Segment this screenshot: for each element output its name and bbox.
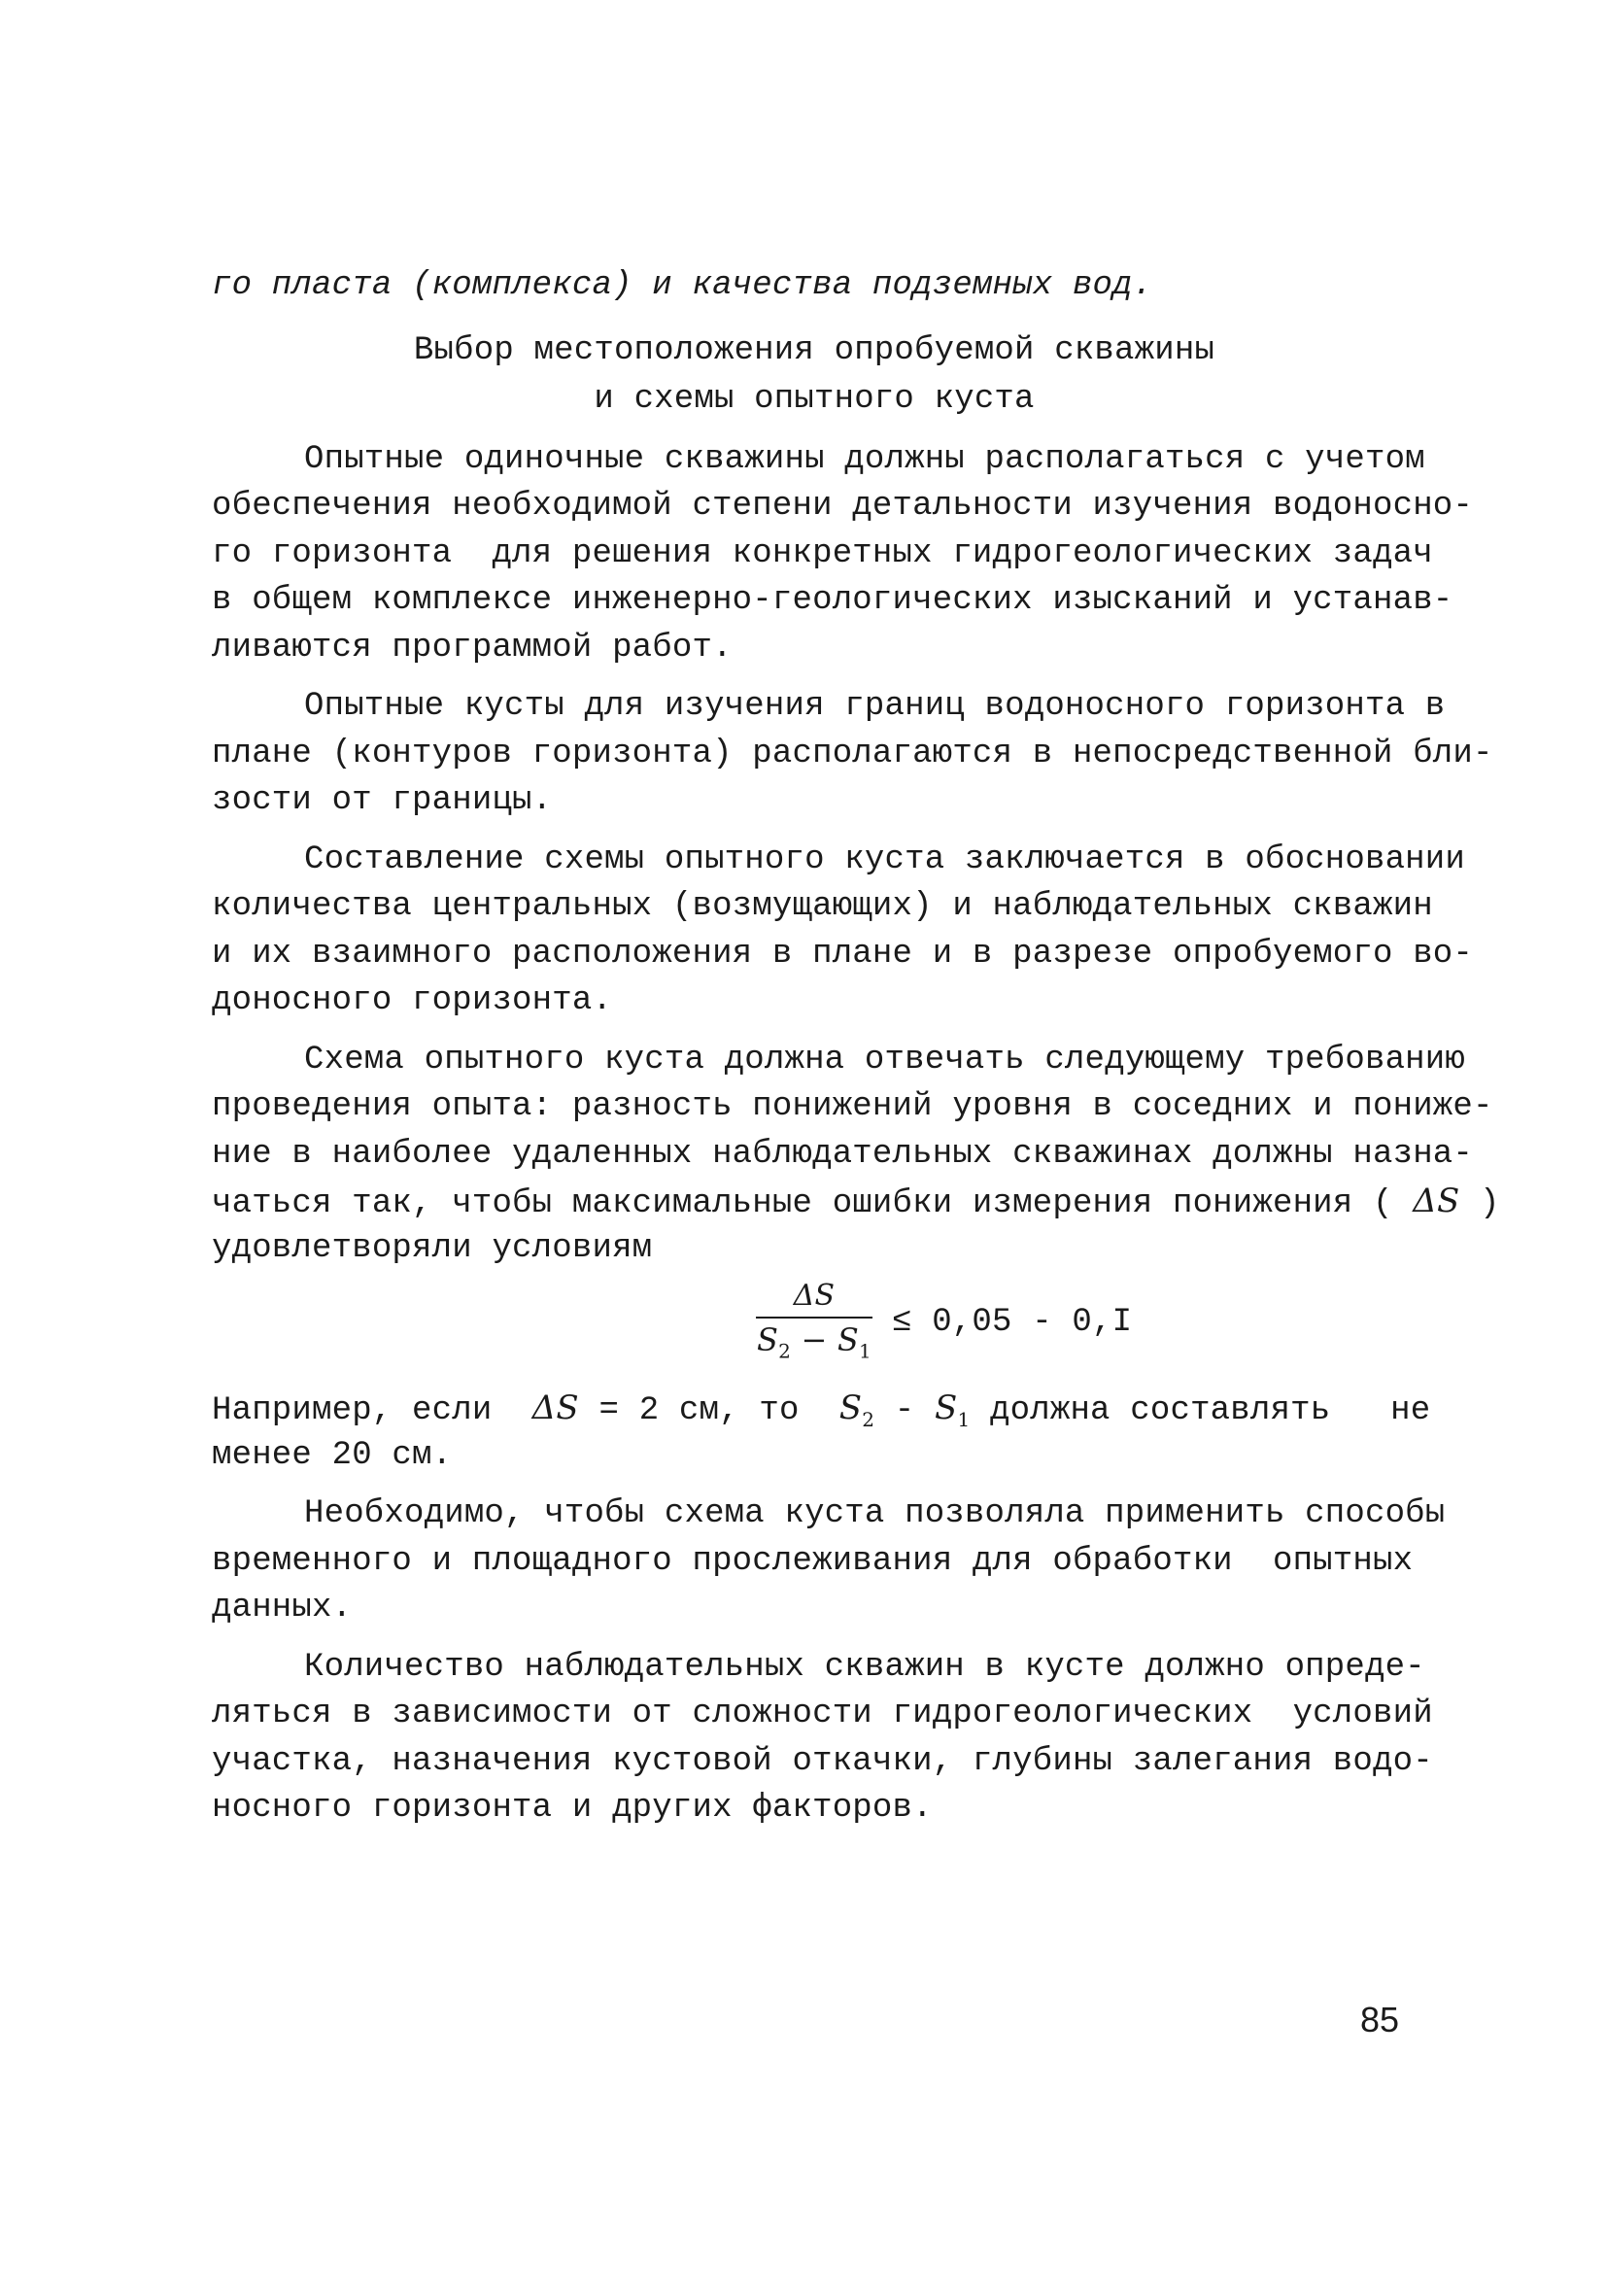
example-line-2: менее 20 см. xyxy=(212,1436,453,1474)
paragraph-4 xyxy=(212,1037,1500,1273)
paragraph-line: плане (контуров горизонта) располагаются в непосредственной бли- xyxy=(212,735,1493,772)
example-s-b xyxy=(935,1388,971,1431)
example-s-a-sub: 2 xyxy=(862,1407,875,1431)
heading-line-1: Выбор местоположения опробуемой скважины xyxy=(413,331,1215,369)
example-s-b-letter: S xyxy=(935,1388,958,1427)
paragraph-line: Необходимо, чтобы схема куста позволяла применить способы xyxy=(304,1495,1446,1532)
paragraph-line: временного и площадного прослеживания для обработки опытных xyxy=(212,1542,1414,1580)
paragraph-5 xyxy=(212,1491,1446,1632)
paragraph-line: доносного горизонта. xyxy=(212,982,613,1019)
paragraph-line: Количество наблюдательных скважин в кусте должно опреде- xyxy=(304,1648,1425,1686)
example-delta-s: ΔS xyxy=(531,1388,579,1427)
denominator-s-a: S xyxy=(757,1321,779,1358)
fraction-denominator xyxy=(756,1319,872,1372)
paragraph-line: Составление схемы опытного куста заключается в обосновании xyxy=(304,840,1465,878)
intro-line: го пласта (комплекса) и качества подземных вод. xyxy=(212,267,1153,304)
paragraph-line-with-symbol xyxy=(212,1178,1500,1225)
paragraph-line: удовлетворяли условиям xyxy=(212,1229,653,1267)
denominator-s-a-sub: 2 xyxy=(778,1339,792,1363)
section-heading xyxy=(212,327,1417,425)
close-paren: ) xyxy=(1459,1185,1500,1222)
example-text-1: Например, если xyxy=(212,1392,532,1429)
paragraph-line: носного горизонта и других факторов. xyxy=(212,1790,933,1827)
paragraph-line: зости от границы. xyxy=(212,782,553,819)
page-number: 85 xyxy=(1360,2000,1400,2039)
paragraph-line: ние в наиболее удаленных наблюдательных скважинах должны назна- xyxy=(212,1135,1474,1173)
denominator-minus: − xyxy=(791,1321,837,1358)
example-s-b-sub: 1 xyxy=(957,1407,971,1431)
paragraph-line: Опытные кусты для изучения границ водоносного горизонта в xyxy=(304,688,1446,725)
paragraph-line: и их взаимного расположения в плане и в разрезе опробуемого во- xyxy=(212,935,1474,973)
example-line xyxy=(212,1385,1431,1432)
formula xyxy=(212,1278,1417,1385)
paragraph-line: проведения опыта: разность понижений уровня в соседних и пониже- xyxy=(212,1088,1493,1125)
heading-line-2: и схемы опытного куста xyxy=(594,380,1035,418)
paragraph-line: обеспечения необходимой степени детальности изучения водоносно- xyxy=(212,488,1474,525)
formula-relation: ≤ 0,05 - 0,I xyxy=(892,1304,1133,1341)
paragraph-line-text: чаться так, чтобы максимальные ошибки измерения понижения ( xyxy=(212,1185,1414,1222)
paragraph-line: Схема опытного куста должна отвечать следующему требованию xyxy=(304,1041,1465,1079)
example-text-3: должна составлять не xyxy=(970,1392,1431,1429)
paragraph-2 xyxy=(212,683,1493,825)
paragraph-line: в общем комплексе инженерно-геологических изысканий и устанав- xyxy=(212,582,1453,619)
denominator-s-b: S xyxy=(837,1321,859,1358)
paragraph-line: количества центральных (возмущающих) и наблюдательных скважин xyxy=(212,888,1433,925)
paragraph-1 xyxy=(212,436,1474,672)
delta-s-symbol: ΔS xyxy=(1413,1182,1460,1220)
denominator-s-b-sub: 1 xyxy=(859,1339,871,1363)
example-s-a xyxy=(838,1388,875,1431)
fraction-numerator: ΔS xyxy=(793,1279,836,1313)
paragraph-line: ляться в зависимости от сложности гидрогеологических условий xyxy=(212,1696,1433,1732)
paragraph-line: данных. xyxy=(212,1590,353,1627)
example-text-2: = 2 см, то xyxy=(578,1392,839,1429)
paragraph-line: Опытные одиночные скважины должны располагаться с учетом xyxy=(304,440,1425,478)
fraction xyxy=(756,1278,872,1372)
example-s-a-letter: S xyxy=(838,1388,863,1427)
paragraph-line: го горизонта для решения конкретных гидрогеологических задач xyxy=(212,534,1433,572)
paragraph-6 xyxy=(212,1644,1433,1833)
paragraph-line: участка, назначения кустовой откачки, глубины залегания водо- xyxy=(212,1742,1433,1780)
body-text xyxy=(212,262,1500,1833)
paragraph-3 xyxy=(212,837,1474,1025)
paragraph-line: ливаются программой работ. xyxy=(212,629,733,667)
example-minus: - xyxy=(874,1392,935,1429)
